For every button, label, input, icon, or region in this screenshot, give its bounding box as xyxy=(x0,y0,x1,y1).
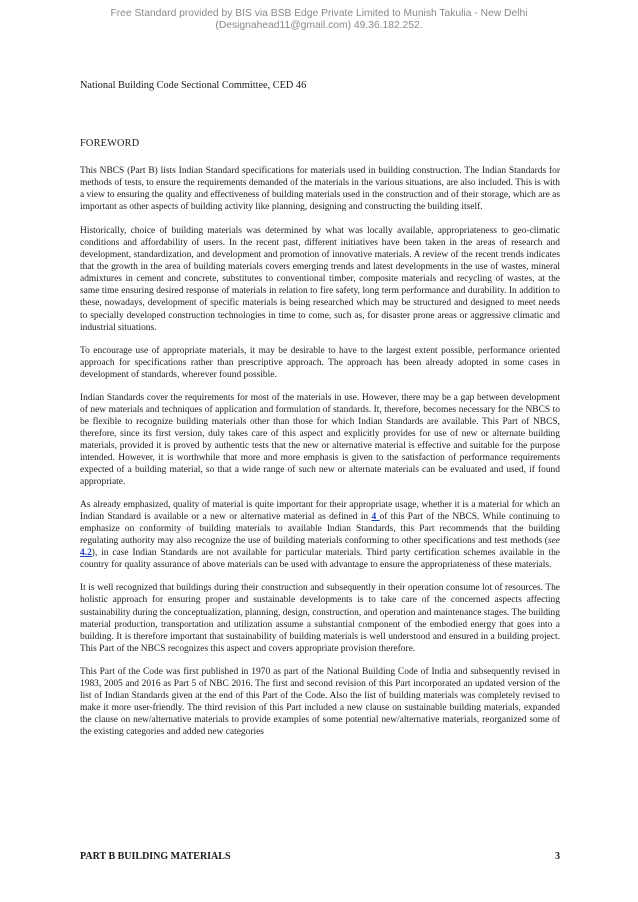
paragraph-indian-standards: Indian Standards cover the requirements for most of the materials in use. However, there may be a gap between development of new materials and techniques of application and formulation of standards. It, therefore, becomes necessary for the NBCS to be flexible to recognize building materials other than those for which Indian Standards are available. This Part of NBCS, therefore, since its first version, duly takes care of this aspect and explicitly provides for use of new or alternate building materials, provided it is proved by authentic tests that the new or alternative material is effective and suitable for the purpose intended. However, it is worthwhile that more and more emphasis is given to the satisfaction of performance requirements expected of a building material, so that a wide range of such new or alternate materials can be evaluated and used, if found appropriate. xyxy=(80,392,560,488)
watermark-line-1: Free Standard provided by BIS via BSB Edge Private Limited to Munish Takulia - New Delhi xyxy=(110,8,528,19)
paragraph-performance: To encourage use of appropriate materials, it may be desirable to have to the largest extent possible, performance oriented approach for specifications rather than prescriptive approach. The approach has been already adopted in some cases in development of standards, wherever found possible. xyxy=(80,345,560,380)
paragraph-quality-text-a: As already emphasized, quality of material is quite important for their appropriate usage, whether it is a material for which an Indian Standard is available or a new or alternative material as defined in xyxy=(80,500,560,523)
paragraph-quality-text-b: of this Part of the NBCS. While continuing to emphasize on conformity of building materials to available Indian Standards, this Part recommends that the building regulating authority may also recognize the use of building materials conforming to other specifications and test methods ( xyxy=(80,512,561,547)
document-body xyxy=(80,165,560,749)
paragraph-scope: This NBCS (Part B) lists Indian Standard specifications for materials used in building construction. The Indian Standards for methods of tests, to ensure the requirements demanded of the materials in the various situations, are also included. This is with a view to ensuring the quality and effectiveness of building materials used in the construction and of their storage, which are as important as other aspects of building activity like planning, designing and constructing the building itself. xyxy=(80,166,560,213)
page-number: 3 xyxy=(555,851,560,862)
paragraph-revision-history: This Part of the Code was first published in 1970 as part of the National Building Code of India and subsequently revised in 1983, 2005 and 2016 as Part 5 of NBC 2016. The first and second revision of this Part incorporated an updated version of the list of Indian Standards given at the end of this Part of the Code. Also the list of building materials was completely revised to make it more user-friendly. The third revision of this Part included a new clause on sustainable building materials, expanded the clause on new/alternative materials to provide examples of some potential new/alternative materials, reorganized some of the existing categories and added new categories xyxy=(80,666,560,737)
page-footer xyxy=(80,851,560,863)
paragraph-history: Historically, choice of building materials was determined by what was locally available, appropriateness to geo-climatic conditions and affordability of users. In the recent past, different initiatives have been taken in the areas of research and development, standardization, and development and promotion of innovative materials. A review of the recent trends indicates that the growth in the area of building materials covers emerging trends and latest developments in the use of wastes, mineral admixtures in cement and concrete, substitutes to conventional timber, composite materials and recycling of wastes, at the same time ensuring desired response of materials in relation to fire safety, long term performance and durability. In addition to these, nowadays, development of specific materials is being researched which may be structured and designed to meet needs to specially developed construction technologies in time to come, such as, for disaster prone areas or aggressive climatic and industrial situations. xyxy=(80,226,560,333)
see-italic: see xyxy=(547,536,560,547)
foreword-heading: FOREWORD xyxy=(80,138,140,149)
watermark xyxy=(0,8,638,32)
footer-title: PART B BUILDING MATERIALS xyxy=(80,851,231,862)
clause-4-link[interactable]: 4 xyxy=(371,512,380,523)
paragraph-sustainability: It is well recognized that buildings during their construction and subsequently in their operation consume lot of resources. The holistic approach for ensuring proper and sustainable developments is to take care of the concerned aspects affecting sustainability during the conceptualization, planning, design, construction, and operation and maintenance stages. The building material production, transportation and utilization assume a substantial component of the embodied energy that goes into a building. It is therefore important that sustainability of building materials is well understood and ensured in a building project. This Part of the NBCS recognizes this aspect and covers appropriate provision therefore. xyxy=(80,583,560,654)
paragraph-quality-text-d: ), in case Indian Standards are not available for particular materials. Third party certification schemes available in the country for quality assurance of above materials can be used with advantage to ensure the appropriateness of these materials. xyxy=(80,548,560,571)
watermark-line-2: (Designahead11@gmail.com) 49.36.182.252. xyxy=(215,20,423,31)
committee-name: National Building Code Sectional Committee, CED 46 xyxy=(80,80,307,91)
clause-4-2-link[interactable]: 4.2 xyxy=(80,548,92,559)
paragraph-quality xyxy=(80,499,560,571)
